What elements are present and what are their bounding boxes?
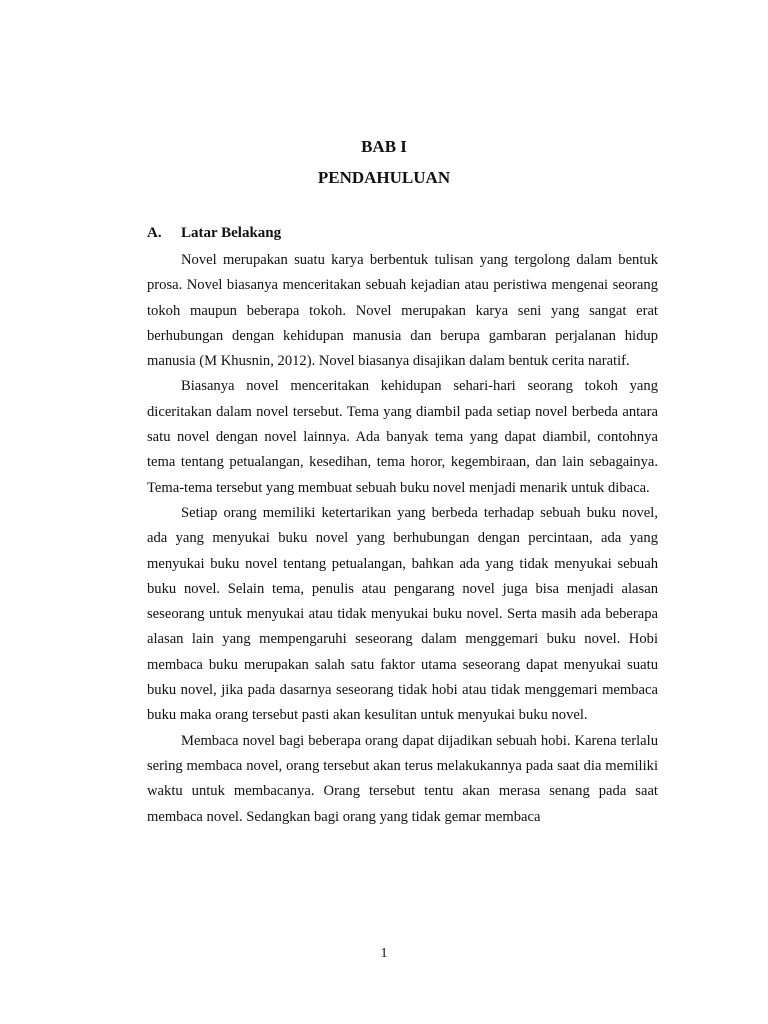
page-number: 1 bbox=[380, 946, 388, 961]
chapter-title: PENDAHULUAN bbox=[317, 168, 451, 187]
section-heading bbox=[147, 225, 281, 242]
section-title: Latar Belakang bbox=[181, 225, 282, 241]
body-text bbox=[147, 248, 658, 830]
paragraph-3: Setiap orang memiliki ketertarikan yang berbeda terhadap sebuah buku novel, ada yang menyukai buku novel yang berhubungan dengan percintaan, ada yang menyukai buku novel tentang petualangan, bahkan ada yang tidak menyukai sebuah buku novel. Selain tema, penulis atau pengarang novel juga bisa menjadi alasan seseorang untuk menyukai atau tidak menyukai buku novel. Serta masih ada beberapa alasan lain yang mempengaruhi seseorang dalam menggemari buku novel. Hobi membaca buku merupakan salah satu faktor utama seseorang dapat menyukai suatu buku novel, jika pada dasarnya seseorang tidak hobi atau tidak menggemari membaca buku maka orang tersebut pasti akan kesulitan untuk menyukai buku novel. bbox=[147, 504, 658, 724]
paragraph-2: Biasanya novel menceritakan kehidupan sehari-hari seorang tokoh yang diceritakan dalam novel tersebut. Tema yang diambil pada setiap novel berbeda antara satu novel dengan novel lainnya. Ada banyak tema yang dapat diambil, contohnya tema tentang petualangan, kesedihan, tema horor, kegembiraan, dan lain sebagainya. Tema-tema tersebut yang membuat sebuah buku novel menjadi menarik untuk dibaca. bbox=[147, 378, 658, 496]
chapter-number: BAB I bbox=[361, 137, 407, 156]
paragraph-4: Membaca novel bagi beberapa orang dapat dijadikan sebuah hobi. Karena terlalu sering membaca novel, orang tersebut akan terus melakukannya pada saat dia memiliki waktu untuk membacanya. Orang tersebut tentu akan merasa senang pada saat membaca novel. Sedangkan bagi orang yang tidak gemar membaca bbox=[147, 732, 658, 825]
paragraph-1: Novel merupakan suatu karya berbentuk tulisan yang tergolong dalam bentuk prosa. Novel biasanya menceritakan sebuah kejadian atau peristiwa mengenai seorang tokoh maupun beberapa tokoh. Novel merupakan karya seni yang sangat erat berhubungan dengan kehidupan manusia dan berupa gambaran perjalanan hidup manusia (M Khusnin, 2012). Novel biasanya disajikan dalam bentuk cerita naratif. bbox=[147, 252, 658, 370]
section-letter: A. bbox=[147, 225, 162, 241]
